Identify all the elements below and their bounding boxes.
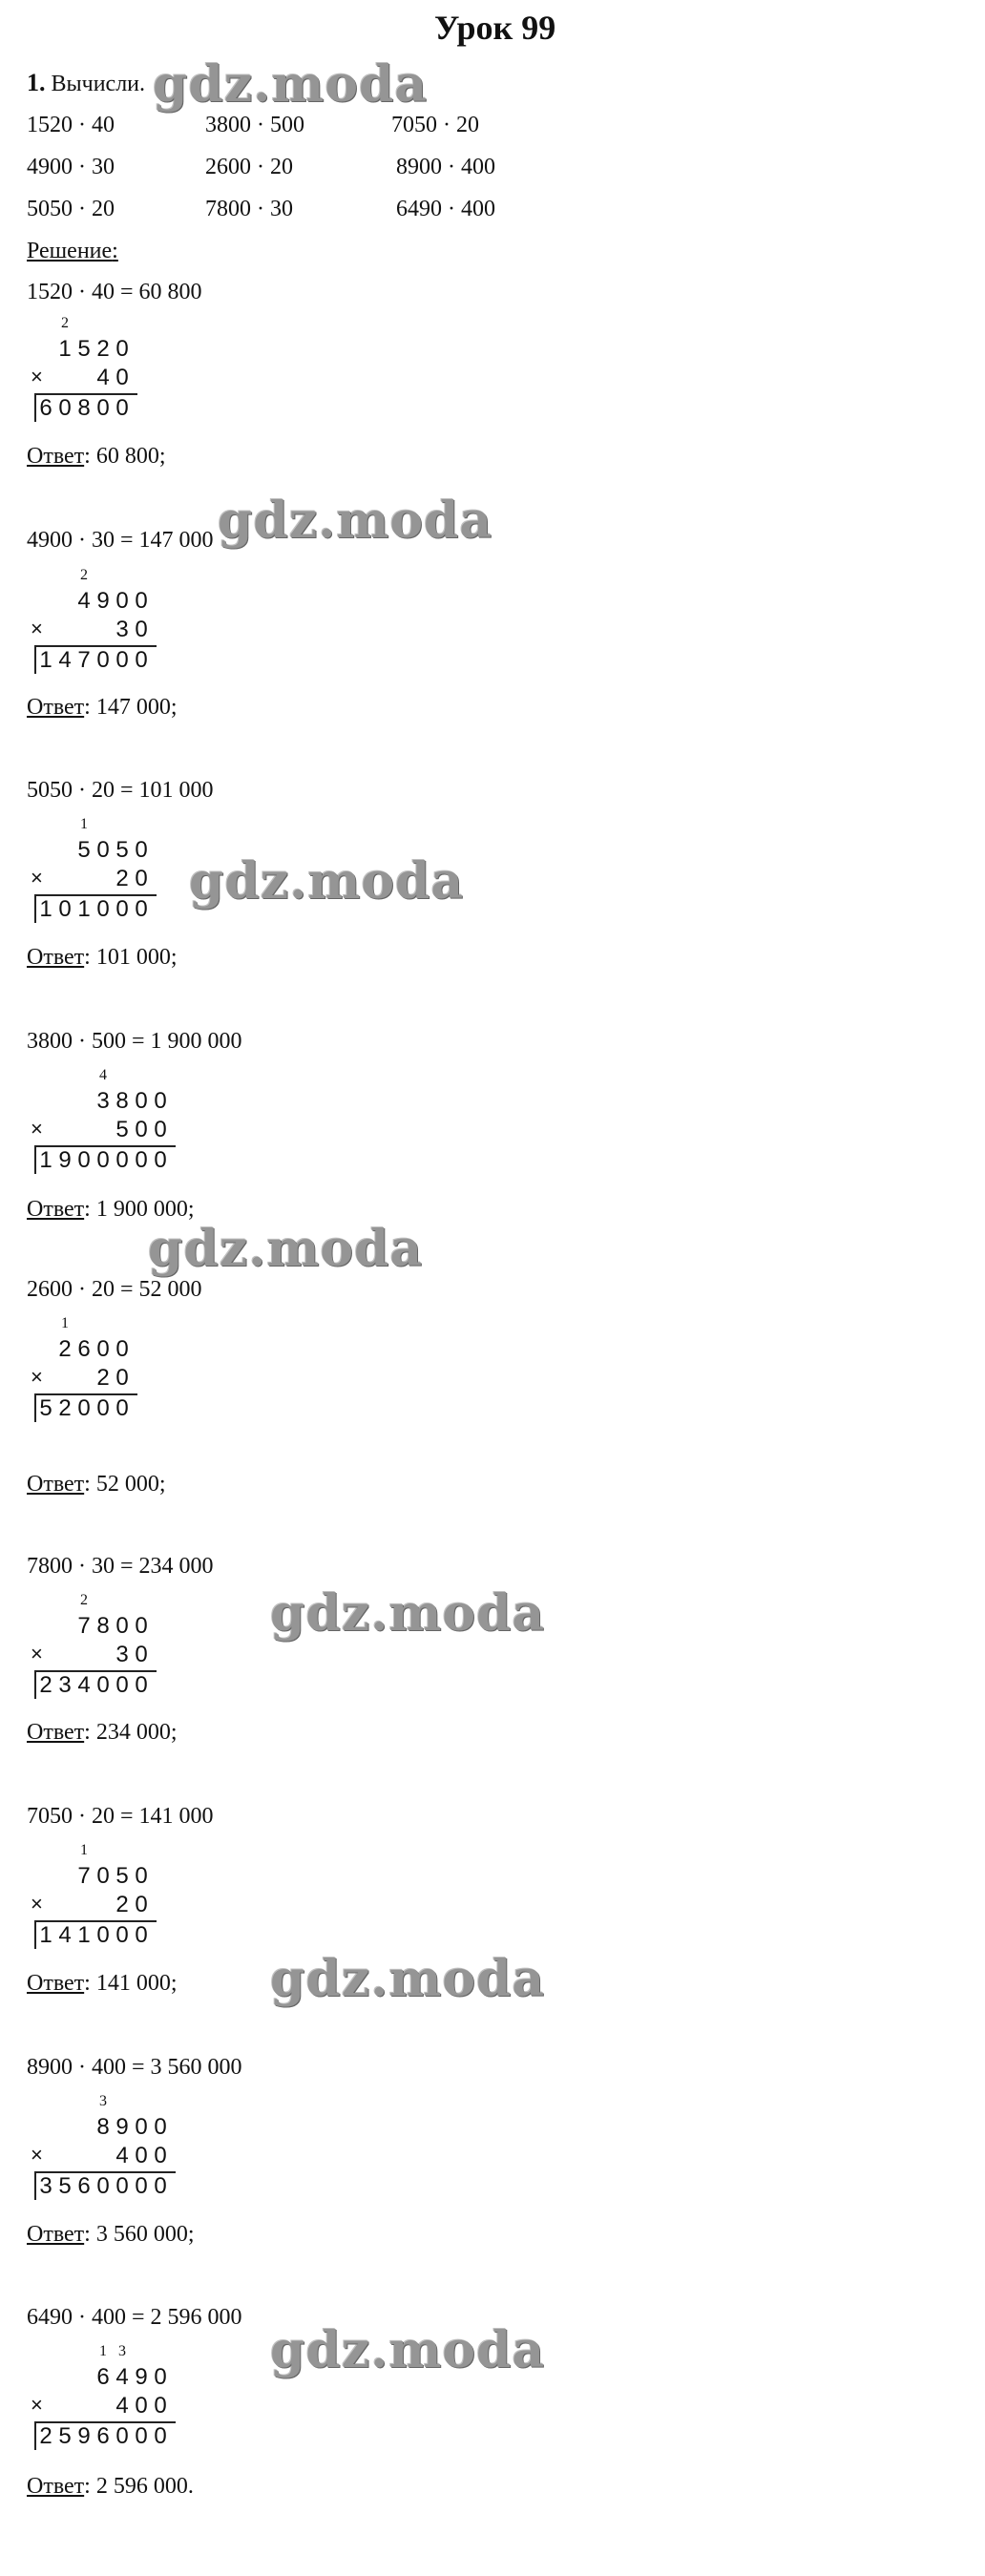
- carry-digit: 2: [61, 315, 69, 331]
- multiplicand: 7 0 5 0: [77, 1863, 148, 1889]
- answer-value: : 2 596 000.: [84, 2474, 194, 2499]
- answer-label: Ответ: [27, 2474, 85, 2499]
- solution-equation: 1520 · 40 = 60 800: [27, 280, 202, 304]
- task-text: Вычисли.: [51, 72, 146, 96]
- task-number: 1.: [27, 69, 46, 96]
- answer-label: Ответ: [27, 1971, 85, 1996]
- carry-digit: 2: [80, 567, 88, 583]
- product: 6 0 8 0 0: [39, 395, 129, 421]
- watermark: gdz.moda: [189, 852, 465, 911]
- multiply-sign: ×: [31, 1117, 43, 1141]
- multiplier: 3 0: [115, 1642, 148, 1667]
- product: 1 0 1 0 0 0: [39, 896, 148, 922]
- multiplicand: 4 9 0 0: [77, 588, 148, 614]
- solution-equation: 3800 · 500 = 1 900 000: [27, 1029, 242, 1054]
- watermark: gdz.moda: [148, 1220, 424, 1278]
- answer-label: Ответ: [27, 1197, 85, 1222]
- multiplicand: 7 8 0 0: [77, 1613, 148, 1639]
- answer-line: [27, 2222, 195, 2248]
- carry-digit: 1: [61, 1315, 69, 1331]
- page-title: Урок 99: [434, 9, 556, 47]
- answer-label: Ответ: [27, 695, 85, 720]
- multiplicand: 3 8 0 0: [96, 1088, 167, 1114]
- solution-equation: 6490 · 400 = 2 596 000: [27, 2305, 242, 2330]
- answer-value: : 234 000;: [84, 1720, 178, 1745]
- multiplicand: 8 9 0 0: [96, 2114, 167, 2140]
- carry-digit: 3: [99, 2093, 107, 2109]
- column-multiplication: [31, 315, 141, 429]
- column-multiplication: [31, 1315, 141, 1430]
- product: 1 4 1 0 0 0: [39, 1922, 148, 1948]
- multiplier: 2 0: [115, 1892, 148, 1917]
- product: 1 4 7 0 0 0: [39, 647, 148, 673]
- answer-label: Ответ: [27, 945, 85, 970]
- carry-digit: 1: [80, 816, 88, 832]
- carry-digit: 1: [80, 1842, 88, 1858]
- solution-label-text: Решение: [27, 239, 113, 263]
- solution-equation: 7800 · 30 = 234 000: [27, 1554, 214, 1579]
- solution-equation: 7050 · 20 = 141 000: [27, 1804, 214, 1829]
- answer-value: : 52 000;: [84, 1472, 166, 1497]
- answer-label: Ответ: [27, 1472, 85, 1497]
- task-heading: [27, 69, 145, 97]
- answer-line: [27, 945, 178, 971]
- multiply-sign: ×: [31, 866, 43, 890]
- answer-line: [27, 695, 178, 721]
- multiplier: 4 0 0: [115, 2143, 167, 2168]
- solution-label: Решение:: [27, 239, 118, 263]
- answer-label: Ответ: [27, 1720, 85, 1745]
- watermark: gdz.moda: [218, 492, 493, 550]
- watermark: gdz.moda: [270, 2321, 546, 2379]
- answer-label: Ответ: [27, 2222, 85, 2247]
- carry-digit: 3: [118, 2343, 126, 2359]
- answer-line: [27, 1197, 195, 1223]
- carry-digit: 1: [99, 2343, 107, 2359]
- product: 2 5 9 6 0 0 0: [39, 2423, 167, 2449]
- exercise-3-3: 6490 · 400: [396, 197, 495, 221]
- carry-digit: 2: [80, 1592, 88, 1608]
- multiplier: 2 0: [96, 1365, 129, 1391]
- exercise-3-1: 5050 · 20: [27, 197, 115, 221]
- answer-line: [27, 444, 166, 470]
- column-multiplication: [31, 2093, 179, 2208]
- multiply-sign: ×: [31, 617, 43, 640]
- multiplicand: 2 6 0 0: [58, 1336, 129, 1362]
- multiplier: 4 0: [96, 365, 129, 390]
- multiplicand: 5 0 5 0: [77, 837, 148, 863]
- multiply-sign: ×: [31, 2393, 43, 2417]
- multiplicand: 1 5 2 0: [58, 336, 129, 362]
- column-multiplication: [31, 2343, 179, 2458]
- answer-value: : 141 000;: [84, 1971, 178, 1996]
- exercise-1-3: 7050 · 20: [391, 113, 479, 137]
- solution-equation: 2600 · 20 = 52 000: [27, 1277, 202, 1302]
- multiply-sign: ×: [31, 365, 43, 388]
- column-multiplication: [31, 567, 160, 681]
- exercise-2-1: 4900 · 30: [27, 155, 115, 179]
- multiply-sign: ×: [31, 1642, 43, 1665]
- exercise-1-2: 3800 · 500: [205, 113, 304, 137]
- watermark: gdz.moda: [270, 1950, 546, 2008]
- solution-equation: 4900 · 30 = 147 000: [27, 528, 214, 553]
- column-multiplication: [31, 1592, 160, 1707]
- multiply-sign: ×: [31, 2143, 43, 2167]
- watermark: gdz.moda: [270, 1584, 546, 1643]
- solution-equation: 8900 · 400 = 3 560 000: [27, 2055, 242, 2080]
- product: 3 5 6 0 0 0 0: [39, 2173, 167, 2199]
- answer-value: : 101 000;: [84, 945, 178, 970]
- exercise-2-2: 2600 · 20: [205, 155, 293, 179]
- multiplier: 3 0: [115, 617, 148, 642]
- multiplier: 2 0: [115, 866, 148, 891]
- watermark: gdz.moda: [153, 55, 429, 114]
- column-multiplication: [31, 1842, 160, 1957]
- multiplier: 5 0 0: [115, 1117, 167, 1142]
- column-multiplication: [31, 1067, 179, 1182]
- answer-line: [27, 1720, 178, 1746]
- column-multiplication: [31, 816, 160, 931]
- answer-line: [27, 1971, 178, 1997]
- multiplicand: 6 4 9 0: [96, 2364, 167, 2390]
- carry-digit: 4: [99, 1067, 107, 1083]
- answer-value: : 3 560 000;: [84, 2222, 195, 2247]
- multiply-sign: ×: [31, 1365, 43, 1389]
- product: 2 3 4 0 0 0: [39, 1672, 148, 1698]
- answer-label: Ответ: [27, 444, 85, 469]
- answer-line: [27, 2474, 194, 2500]
- product: 1 9 0 0 0 0 0: [39, 1147, 167, 1173]
- exercise-1-1: 1520 · 40: [27, 113, 115, 137]
- answer-value: : 147 000;: [84, 695, 178, 720]
- multiplier: 4 0 0: [115, 2393, 167, 2419]
- product: 5 2 0 0 0: [39, 1395, 129, 1421]
- exercise-3-2: 7800 · 30: [205, 197, 293, 221]
- exercise-2-3: 8900 · 400: [396, 155, 495, 179]
- answer-value: : 1 900 000;: [84, 1197, 195, 1222]
- multiply-sign: ×: [31, 1892, 43, 1916]
- solution-equation: 5050 · 20 = 101 000: [27, 778, 214, 803]
- answer-value: : 60 800;: [84, 444, 166, 469]
- answer-line: [27, 1472, 166, 1497]
